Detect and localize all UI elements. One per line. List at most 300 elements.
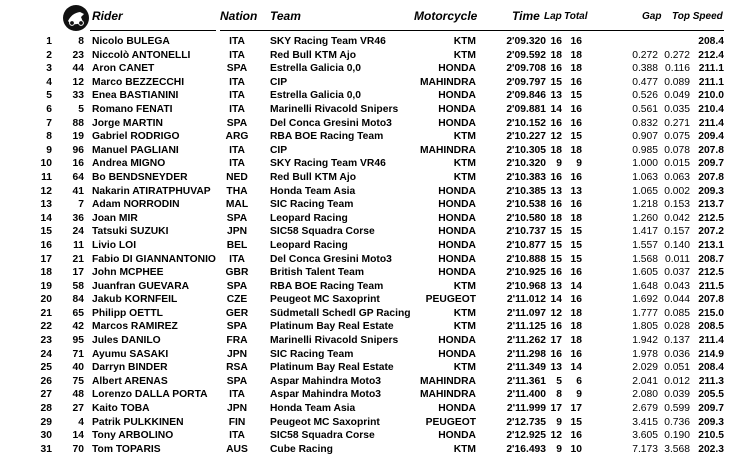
cell-total: 16 [570, 171, 582, 183]
cell-speed: 208.4 [698, 362, 724, 374]
cell-gap1: 2.679 [632, 403, 658, 415]
table-row [0, 239, 738, 253]
cell-num: 12 [72, 76, 84, 88]
cell-speed: 215.0 [698, 307, 724, 319]
cell-nation: JPN [226, 226, 248, 238]
table-row [0, 76, 738, 90]
cell-total: 13 [570, 185, 582, 197]
table-row [0, 35, 738, 49]
cell-gap1: 0.832 [632, 117, 658, 129]
cell-lap: 12 [550, 307, 562, 319]
cell-pos: 15 [40, 226, 52, 238]
cell-lap: 15 [550, 253, 562, 265]
table-row [0, 49, 738, 63]
cell-time: 2'11.298 [506, 348, 546, 360]
cell-rider: Bo BENDSNEYDER [92, 171, 188, 183]
cell-total: 16 [570, 103, 582, 115]
cell-rider: Ayumu SASAKI [92, 348, 169, 360]
cell-pos: 19 [40, 280, 52, 292]
cell-lap: 16 [550, 36, 562, 47]
cell-team: Platinum Bay Real Estate [270, 321, 394, 333]
cell-gap1: 7.173 [632, 443, 658, 455]
table-row [0, 225, 738, 239]
cell-total: 16 [570, 430, 582, 442]
cell-nation: SPA [226, 212, 248, 224]
cell-time: 2'10.877 [506, 239, 546, 251]
cell-nation: ITA [229, 389, 245, 401]
cell-num: 42 [72, 321, 84, 333]
cell-gap1: 0.561 [632, 103, 658, 115]
cell-speed: 202.3 [698, 443, 724, 455]
cell-time: 2'11.012 [506, 294, 546, 306]
cell-lap: 18 [550, 49, 562, 61]
cell-lap: 14 [550, 294, 562, 306]
cell-team: CIP [270, 144, 288, 156]
cell-lap: 16 [550, 171, 562, 183]
cell-rider: Kaito TOBA [92, 403, 150, 415]
cell-moto: PEUGEOT [425, 294, 476, 306]
cell-speed: 209.4 [698, 131, 724, 143]
cell-gap2: 0.012 [664, 375, 690, 387]
cell-nation: GER [225, 307, 249, 319]
cell-gap1: 3.605 [632, 430, 658, 442]
cell-lap: 18 [550, 212, 562, 224]
table-row [0, 62, 738, 76]
cell-moto: HONDA [438, 253, 476, 265]
table-row [0, 117, 738, 131]
cell-num: 14 [72, 430, 84, 442]
cell-team: Red Bull KTM Ajo [270, 171, 356, 183]
cell-gap1: 0.388 [632, 63, 658, 75]
cell-total: 6 [576, 375, 582, 387]
cell-speed: 214.9 [698, 348, 724, 360]
cell-total: 15 [570, 131, 582, 143]
cell-speed: 207.8 [698, 294, 724, 306]
cell-rider: Enea BASTIANINI [92, 90, 179, 102]
cell-pos: 20 [40, 294, 52, 306]
cell-rider: Albert ARENAS [92, 375, 168, 387]
table-row [0, 375, 738, 389]
cell-gap1: 1.260 [632, 212, 658, 224]
cell-gap1: 1.557 [632, 239, 658, 251]
cell-time: 2'10.305 [506, 144, 546, 156]
table-row [0, 212, 738, 226]
cell-team: SKY Racing Team VR46 [270, 158, 386, 170]
cell-speed: 211.4 [698, 117, 724, 129]
cell-nation: ITA [229, 253, 245, 265]
cell-gap2: 0.271 [664, 117, 690, 129]
cell-team: Del Conca Gresini Moto3 [270, 253, 392, 265]
cell-pos: 26 [40, 375, 52, 387]
cell-gap2: 0.037 [664, 267, 690, 279]
cell-lap: 5 [556, 375, 562, 387]
cell-gap2: 0.035 [664, 103, 690, 115]
cell-rider: Andrea MIGNO [92, 158, 166, 170]
cell-num: 75 [72, 375, 84, 387]
cell-lap: 15 [550, 239, 562, 251]
table-row [0, 443, 738, 457]
cell-moto: HONDA [438, 117, 476, 129]
cell-total: 15 [570, 253, 582, 265]
cell-speed: 208.4 [698, 36, 724, 47]
cell-num: 41 [72, 185, 84, 197]
cell-num: 58 [72, 280, 84, 292]
cell-nation: ITA [229, 144, 245, 156]
table-row [0, 293, 738, 307]
cell-speed: 212.5 [698, 267, 724, 279]
cell-lap: 13 [550, 90, 562, 102]
cell-time: 2'11.349 [506, 362, 546, 374]
cell-nation: MAL [225, 199, 249, 211]
cell-team: RBA BOE Racing Team [270, 280, 384, 292]
cell-total: 16 [570, 199, 582, 211]
cell-gap2: 0.272 [664, 49, 690, 61]
cell-num: 23 [72, 49, 84, 61]
cell-time: 2'11.400 [506, 389, 546, 401]
cell-lap: 14 [550, 103, 562, 115]
cell-pos: 10 [40, 158, 52, 170]
cell-gap2: 0.049 [664, 90, 690, 102]
cell-gap2: 0.116 [664, 63, 690, 75]
cell-pos: 17 [40, 253, 52, 265]
cell-pos: 1 [46, 36, 52, 47]
cell-time: 2'11.125 [506, 321, 546, 333]
cell-rider: Joan MIR [92, 212, 138, 224]
table-row [0, 103, 738, 117]
cell-total: 18 [570, 212, 582, 224]
cell-lap: 9 [556, 443, 562, 455]
cell-num: 95 [72, 335, 84, 347]
cell-num: 70 [72, 443, 84, 455]
cell-rider: Tatsuki SUZUKI [92, 226, 169, 238]
cell-speed: 209.7 [698, 403, 724, 415]
cell-lap: 15 [550, 226, 562, 238]
cell-moto: HONDA [438, 348, 476, 360]
cell-nation: JPN [226, 403, 248, 415]
cell-rider: Romano FENATI [92, 103, 173, 115]
cell-nation: FRA [226, 335, 248, 347]
results-table [0, 35, 738, 456]
cell-num: 48 [72, 389, 84, 401]
cell-moto: MAHINDRA [419, 144, 476, 156]
cell-gap1: 2.041 [632, 375, 658, 387]
cell-rider: Tom TOPARIS [92, 443, 161, 455]
cell-total: 15 [570, 416, 582, 428]
cell-speed: 209.3 [698, 185, 724, 197]
cell-num: 11 [73, 239, 84, 251]
cell-pos: 18 [40, 267, 52, 279]
cell-team: Marinelli Rivacold Snipers [270, 103, 399, 115]
cell-lap: 17 [550, 403, 562, 415]
cell-time: 2'12.735 [506, 416, 546, 428]
cell-lap: 9 [556, 158, 562, 170]
cell-gap2: 0.043 [664, 280, 690, 292]
header-nation: Nation [220, 9, 258, 23]
cell-time: 2'12.925 [506, 430, 546, 442]
cell-speed: 210.4 [698, 103, 724, 115]
cell-nation: ITA [229, 90, 245, 102]
cell-num: 5 [78, 103, 84, 115]
cell-num: 36 [72, 212, 84, 224]
cell-team: Leopard Racing [270, 239, 348, 251]
cell-pos: 29 [40, 416, 52, 428]
cell-speed: 207.2 [698, 226, 724, 238]
cell-time: 2'10.737 [506, 226, 546, 238]
cell-gap1: 1.942 [632, 335, 658, 347]
cell-team: Del Conca Gresini Moto3 [270, 117, 392, 129]
cell-team: Red Bull KTM Ajo [270, 49, 356, 61]
cell-nation: SPA [226, 280, 248, 292]
cell-gap2: 0.599 [664, 403, 690, 415]
cell-total: 18 [570, 321, 582, 333]
cell-team: Peugeot MC Saxoprint [270, 416, 380, 428]
cell-total: 18 [570, 335, 582, 347]
cell-rider: Livio LOI [92, 239, 137, 251]
cell-time: 2'10.925 [506, 267, 546, 279]
header-time: Time [512, 9, 540, 23]
cell-time: 2'10.538 [506, 199, 546, 211]
cell-nation: JPN [226, 348, 248, 360]
cell-num: 4 [78, 416, 84, 428]
header-gap: Gap [642, 11, 662, 22]
cell-lap: 12 [550, 131, 562, 143]
header-team: Team [270, 9, 301, 23]
cell-speed: 209.3 [698, 416, 724, 428]
cell-nation: BEL [226, 239, 248, 251]
cell-total: 15 [570, 90, 582, 102]
cell-rider: Jorge MARTIN [92, 117, 163, 129]
cell-num: 27 [72, 403, 84, 415]
cell-pos: 6 [46, 103, 52, 115]
cell-rider: Nakarin ATIRATPHUVAP [92, 185, 211, 197]
cell-num: 84 [72, 294, 84, 306]
cell-num: 71 [72, 348, 84, 360]
cell-rider: Tony ARBOLINO [92, 430, 174, 442]
cell-gap2: 0.028 [664, 321, 690, 333]
cell-moto: PEUGEOT [425, 416, 476, 428]
cell-gap2: 0.063 [664, 171, 690, 183]
cell-gap2: 0.036 [664, 348, 690, 360]
cell-moto: HONDA [438, 63, 476, 75]
cell-moto: KTM [453, 443, 476, 455]
cell-team: RBA BOE Racing Team [270, 131, 384, 143]
table-row [0, 171, 738, 185]
cell-team: Marinelli Rivacold Snipers [270, 335, 399, 347]
cell-speed: 208.7 [698, 253, 724, 265]
cell-gap2: 0.015 [664, 158, 690, 170]
cell-rider: Lorenzo DALLA PORTA [92, 389, 208, 401]
cell-num: 16 [72, 158, 84, 170]
cell-time: 2'09.320 [506, 36, 546, 47]
cell-lap: 16 [550, 117, 562, 129]
cell-gap1: 1.648 [632, 280, 658, 292]
cell-nation: NED [226, 171, 248, 183]
cell-rider: Patrik PULKKINEN [92, 416, 184, 428]
cell-moto: HONDA [438, 103, 476, 115]
cell-nation: ITA [229, 158, 245, 170]
cell-time: 2'11.361 [506, 375, 546, 387]
cell-nation: SPA [226, 321, 248, 333]
cell-total: 9 [576, 158, 582, 170]
cell-pos: 23 [40, 335, 52, 347]
cell-gap2: 0.736 [664, 416, 690, 428]
cell-pos: 16 [40, 239, 52, 251]
cell-moto: KTM [453, 362, 476, 374]
cell-total: 15 [570, 226, 582, 238]
cell-team: Leopard Racing [270, 212, 348, 224]
cell-rider: Gabriel RODRIGO [92, 131, 180, 143]
cell-speed: 211.4 [698, 335, 724, 347]
table-header [0, 0, 738, 34]
cell-pos: 9 [46, 144, 52, 156]
cell-rider: Jakub KORNFEIL [92, 294, 178, 306]
cell-gap2: 0.089 [664, 76, 690, 88]
table-row [0, 157, 738, 171]
cell-pos: 28 [40, 403, 52, 415]
cell-lap: 18 [550, 144, 562, 156]
cell-total: 18 [570, 144, 582, 156]
cell-pos: 8 [46, 131, 52, 143]
cell-gap1: 1.417 [632, 226, 658, 238]
cell-total: 18 [570, 307, 582, 319]
cell-gap2: 0.039 [664, 389, 690, 401]
cell-team: SIC58 Squadra Corse [270, 430, 375, 442]
table-row [0, 348, 738, 362]
cell-pos: 4 [46, 76, 52, 88]
header-motorcycle: Motorcycle [414, 9, 478, 23]
cell-num: 8 [78, 36, 84, 47]
cell-team: SIC Racing Team [270, 199, 354, 211]
cell-moto: MAHINDRA [419, 76, 476, 88]
cell-moto: HONDA [438, 199, 476, 211]
cell-team: SIC Racing Team [270, 348, 354, 360]
cell-gap1: 1.978 [632, 348, 658, 360]
cell-lap: 13 [550, 280, 562, 292]
cell-moto: KTM [453, 307, 476, 319]
header-total: Total [564, 11, 588, 22]
cell-time: 2'09.592 [506, 49, 546, 61]
cell-speed: 210.0 [698, 90, 724, 102]
cell-gap2: 0.002 [664, 185, 690, 197]
table-row [0, 334, 738, 348]
cell-team: British Talent Team [270, 267, 365, 279]
cell-total: 14 [570, 362, 582, 374]
cell-time: 2'09.846 [506, 90, 546, 102]
cell-gap1: 3.415 [632, 416, 658, 428]
table-row [0, 402, 738, 416]
cell-gap1: 1.568 [632, 253, 658, 265]
cell-time: 2'10.580 [506, 212, 546, 224]
cell-rider: John MCPHEE [92, 267, 164, 279]
cell-lap: 8 [556, 389, 562, 401]
cell-lap: 13 [550, 185, 562, 197]
table-row [0, 89, 738, 103]
cell-lap: 16 [550, 321, 562, 333]
table-row [0, 320, 738, 334]
cell-team: Aspar Mahindra Moto3 [270, 375, 381, 387]
cell-moto: KTM [453, 49, 476, 61]
cell-team: Aspar Mahindra Moto3 [270, 389, 381, 401]
cell-nation: AUS [226, 443, 248, 455]
cell-time: 2'09.708 [506, 63, 546, 75]
cell-total: 16 [570, 294, 582, 306]
table-row [0, 361, 738, 375]
motorcycle-logo-icon [62, 4, 90, 32]
cell-nation: GBR [225, 267, 249, 279]
cell-moto: KTM [453, 280, 476, 292]
cell-nation: THA [226, 185, 248, 197]
cell-gap1: 1.605 [632, 267, 658, 279]
cell-speed: 211.3 [698, 375, 724, 387]
cell-time: 2'10.385 [506, 185, 546, 197]
cell-nation: SPA [226, 375, 248, 387]
cell-lap: 12 [550, 430, 562, 442]
cell-nation: ITA [229, 103, 245, 115]
cell-team: CIP [270, 76, 288, 88]
cell-total: 17 [570, 403, 582, 415]
cell-moto: KTM [453, 36, 476, 47]
cell-gap1: 1.777 [632, 307, 658, 319]
cell-time: 2'10.968 [506, 280, 546, 292]
cell-num: 7 [78, 199, 84, 211]
cell-total: 16 [570, 76, 582, 88]
cell-total: 18 [570, 63, 582, 75]
cell-time: 2'10.227 [506, 131, 546, 143]
header-lap: Lap [544, 11, 562, 22]
cell-rider: Jules DANILO [92, 335, 161, 347]
cell-num: 33 [72, 90, 84, 102]
cell-lap: 13 [550, 362, 562, 374]
cell-moto: HONDA [438, 267, 476, 279]
cell-pos: 13 [40, 199, 52, 211]
cell-gap1: 1.063 [632, 171, 658, 183]
table-row [0, 130, 738, 144]
cell-pos: 3 [46, 63, 52, 75]
cell-total: 15 [570, 239, 582, 251]
cell-gap1: 1.218 [632, 199, 658, 211]
cell-moto: HONDA [438, 212, 476, 224]
cell-total: 9 [576, 389, 582, 401]
cell-gap1: 1.000 [632, 158, 658, 170]
cell-gap2: 0.051 [664, 362, 690, 374]
cell-moto: MAHINDRA [419, 375, 476, 387]
cell-rider: Marcos RAMIREZ [92, 321, 178, 333]
cell-rider: Fabio DI GIANNANTONIO [92, 253, 216, 265]
cell-lap: 15 [550, 76, 562, 88]
cell-speed: 208.5 [698, 321, 724, 333]
cell-rider: Adam NORRODIN [92, 199, 180, 211]
cell-lap: 16 [550, 199, 562, 211]
cell-pos: 14 [40, 212, 52, 224]
cell-rider: Marco BEZZECCHI [92, 76, 185, 88]
cell-gap2: 0.137 [664, 335, 690, 347]
cell-rider: Philipp OETTL [92, 307, 163, 319]
cell-gap2: 0.157 [664, 226, 690, 238]
cell-gap1: 0.985 [632, 144, 658, 156]
cell-gap2: 0.190 [664, 430, 690, 442]
cell-time: 2'09.881 [506, 103, 546, 115]
cell-pos: 22 [40, 321, 52, 333]
cell-pos: 31 [40, 443, 52, 455]
cell-gap1: 0.907 [632, 131, 658, 143]
cell-speed: 211.1 [698, 63, 724, 75]
cell-speed: 213.1 [698, 239, 724, 251]
table-row [0, 388, 738, 402]
table-row [0, 253, 738, 267]
cell-nation: FIN [228, 416, 246, 428]
cell-pos: 7 [46, 117, 52, 129]
cell-gap1: 1.805 [632, 321, 658, 333]
